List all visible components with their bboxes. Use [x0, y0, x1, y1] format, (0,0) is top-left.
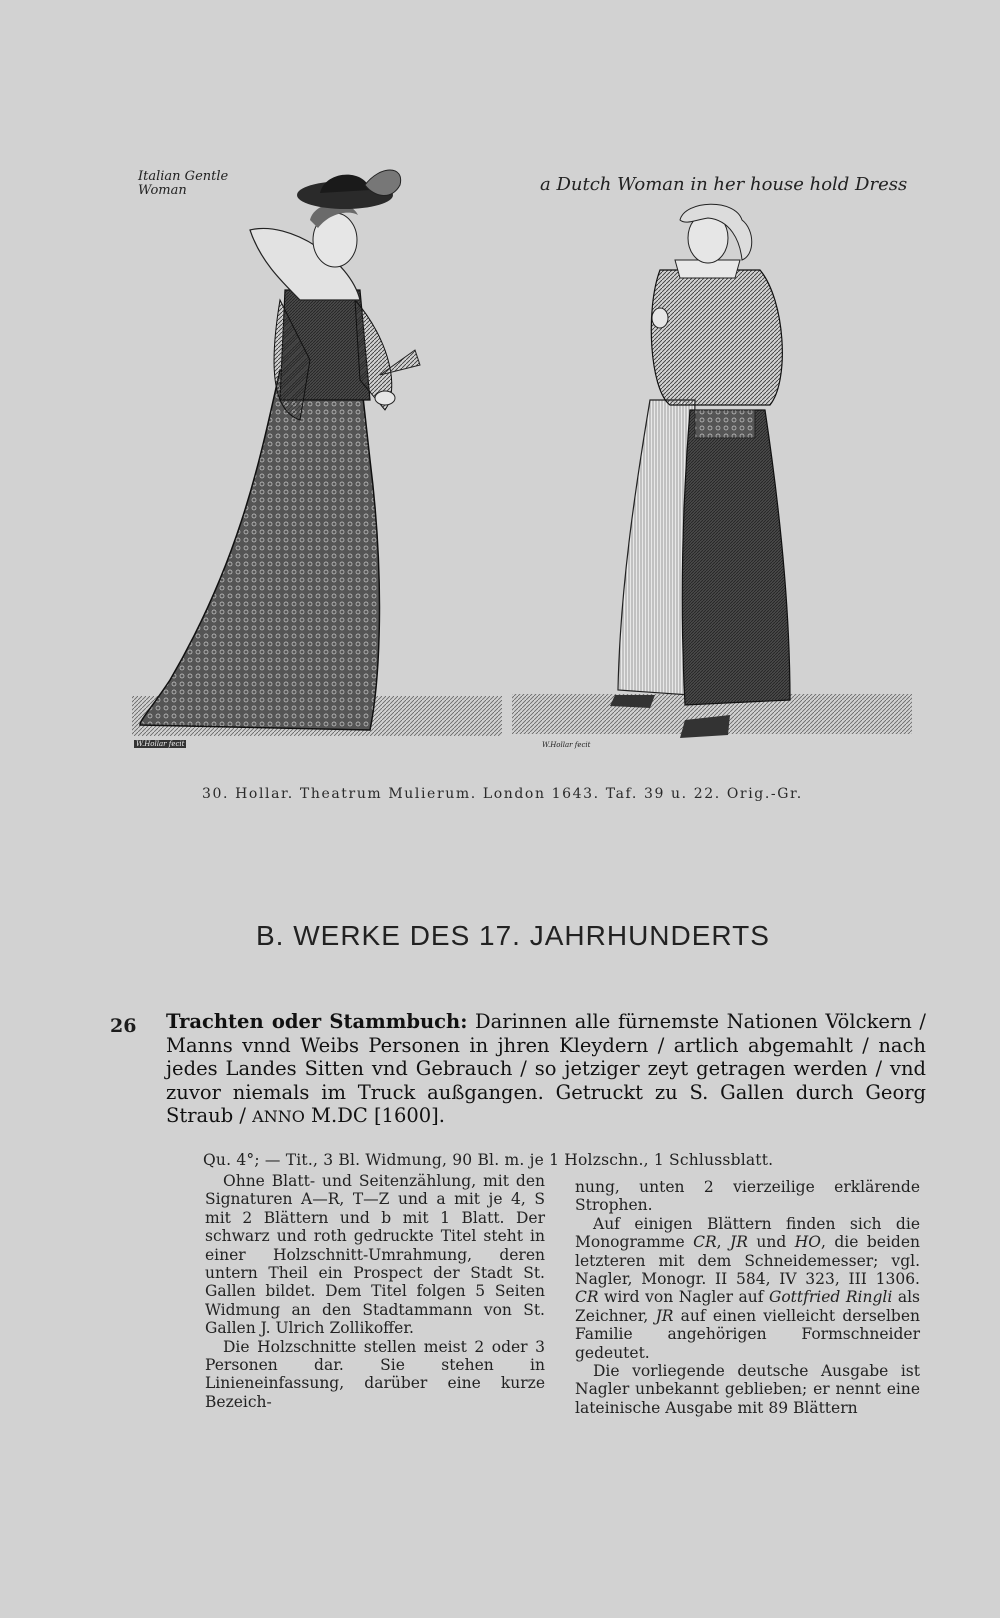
right-p2-c: , die beiden letzteren mit dem Schneidemesser; vgl. Nagler, Monogr. II 584, IV 323, III 1306.: [575, 1233, 921, 1289]
monogram-cr-2: CR: [575, 1288, 599, 1307]
entry-anno: ANNO: [252, 1107, 305, 1126]
right-column: [575, 1178, 920, 1417]
section-heading: B. WERKE DES 17. JAHRHUNDERTS: [256, 920, 770, 951]
right-paragraph-3: Die vorliegende deutsche Ausgabe ist Nagler unbekannt geblieben; er nennt eine lateinische Ausgabe mit 89 Blättern: [575, 1362, 920, 1417]
collation-line: Qu. 4°; — Tit., 3 Bl. Widmung, 90 Bl. m. je 1 Holzschn., 1 Schlussblatt.: [203, 1151, 774, 1169]
right-p2-f: auf einen vielleicht derselben Familie angehörigen Formschneider gedeutet.: [575, 1306, 920, 1362]
left-paragraph-1: Ohne Blatt- und Seitenzählung, mit den Signaturen A—R, T—Z und a mit je 4, S mit 2 Blättern und b mit 1 Blatt. Der schwarz und roth gedruckte Titel steht in einer Holzschnitt-Umrahmung, deren untern Theil ein Prospect der Stadt St. Gallen bildet. Dem Titel folgen 5 Seiten Widmung an den Stadtammann von St. Gallen J. Ulrich Zollikoffer.: [205, 1172, 545, 1338]
right-paragraph-1: nung, unten 2 vierzeilige erklärende Strophen.: [575, 1178, 920, 1215]
right-p2-e: als Zeichner,: [575, 1288, 920, 1325]
left-paragraph-2: Die Holzschnitte stellen meist 2 oder 3 Personen dar. Sie stehen in Linieneinfassung, darüber eine kurze Bezeich-: [205, 1337, 545, 1411]
label-dutch-woman: a Dutch Woman in her house hold Dress: [540, 174, 908, 195]
left-column: [205, 1172, 545, 1411]
name-gottfried-ringli: Gottfried Ringli: [768, 1288, 893, 1307]
engraving-illustration: [130, 160, 960, 780]
engraving-plate: [130, 160, 960, 780]
monogram-jr: JR: [730, 1233, 748, 1252]
monogram-cr: CR: [693, 1233, 717, 1252]
monogram-jr-2: JR: [655, 1306, 674, 1325]
entry-title: Trachten oder Stammbuch:: [166, 1010, 468, 1033]
italian-gentlewoman-figure: [140, 170, 420, 730]
figure-caption: 30. Hollar. Theatrum Mulierum. London 1643. Taf. 39 u. 22. Orig.-Gr.: [202, 786, 803, 802]
right-p2-d: wird von Nagler auf: [598, 1288, 769, 1307]
entry-title-block: [166, 1010, 926, 1129]
monogram-ho: HO: [794, 1233, 821, 1252]
right-paragraph-2: Auf einigen Blättern finden sich die Monogramme CR, JR und HO, die beiden letzteren mit dem Schneidemesser; vgl. Nagler, Monogr. II 584, IV 323, III 1306. CR wird von Nagler auf Gottfried Ringli als Zeichner, JR auf einen vielleicht derselben Familie angehörigen Formschneider gedeutet.: [575, 1214, 921, 1362]
entry-number: 26: [110, 1015, 137, 1037]
dutch-woman-figure: [610, 204, 790, 738]
signature-right: W.Hollar fecit: [542, 741, 591, 749]
right-p2-b: und: [747, 1233, 795, 1252]
signature-left: W.Hollar fecit: [136, 740, 185, 748]
right-p2-a: Auf einigen Blättern finden sich die Monogramme: [575, 1214, 920, 1252]
label-italian-gentlewoman: Italian Gentle Woman: [138, 169, 229, 198]
entry-date: M.DC [1600].: [311, 1104, 445, 1127]
entry-description: Darinnen alle fürnemste Nationen Völckern / Manns vnnd Weibs Personen in jhren Kleydern / artlich abgemahlt / nach jedes Landes Sitten vnd Gebrauch / so jetziger zeyt getragen werden / vnd zuvor niemals im Truck außgangen. Getruckt zu S. Gallen durch Georg Straub /: [166, 1010, 926, 1127]
